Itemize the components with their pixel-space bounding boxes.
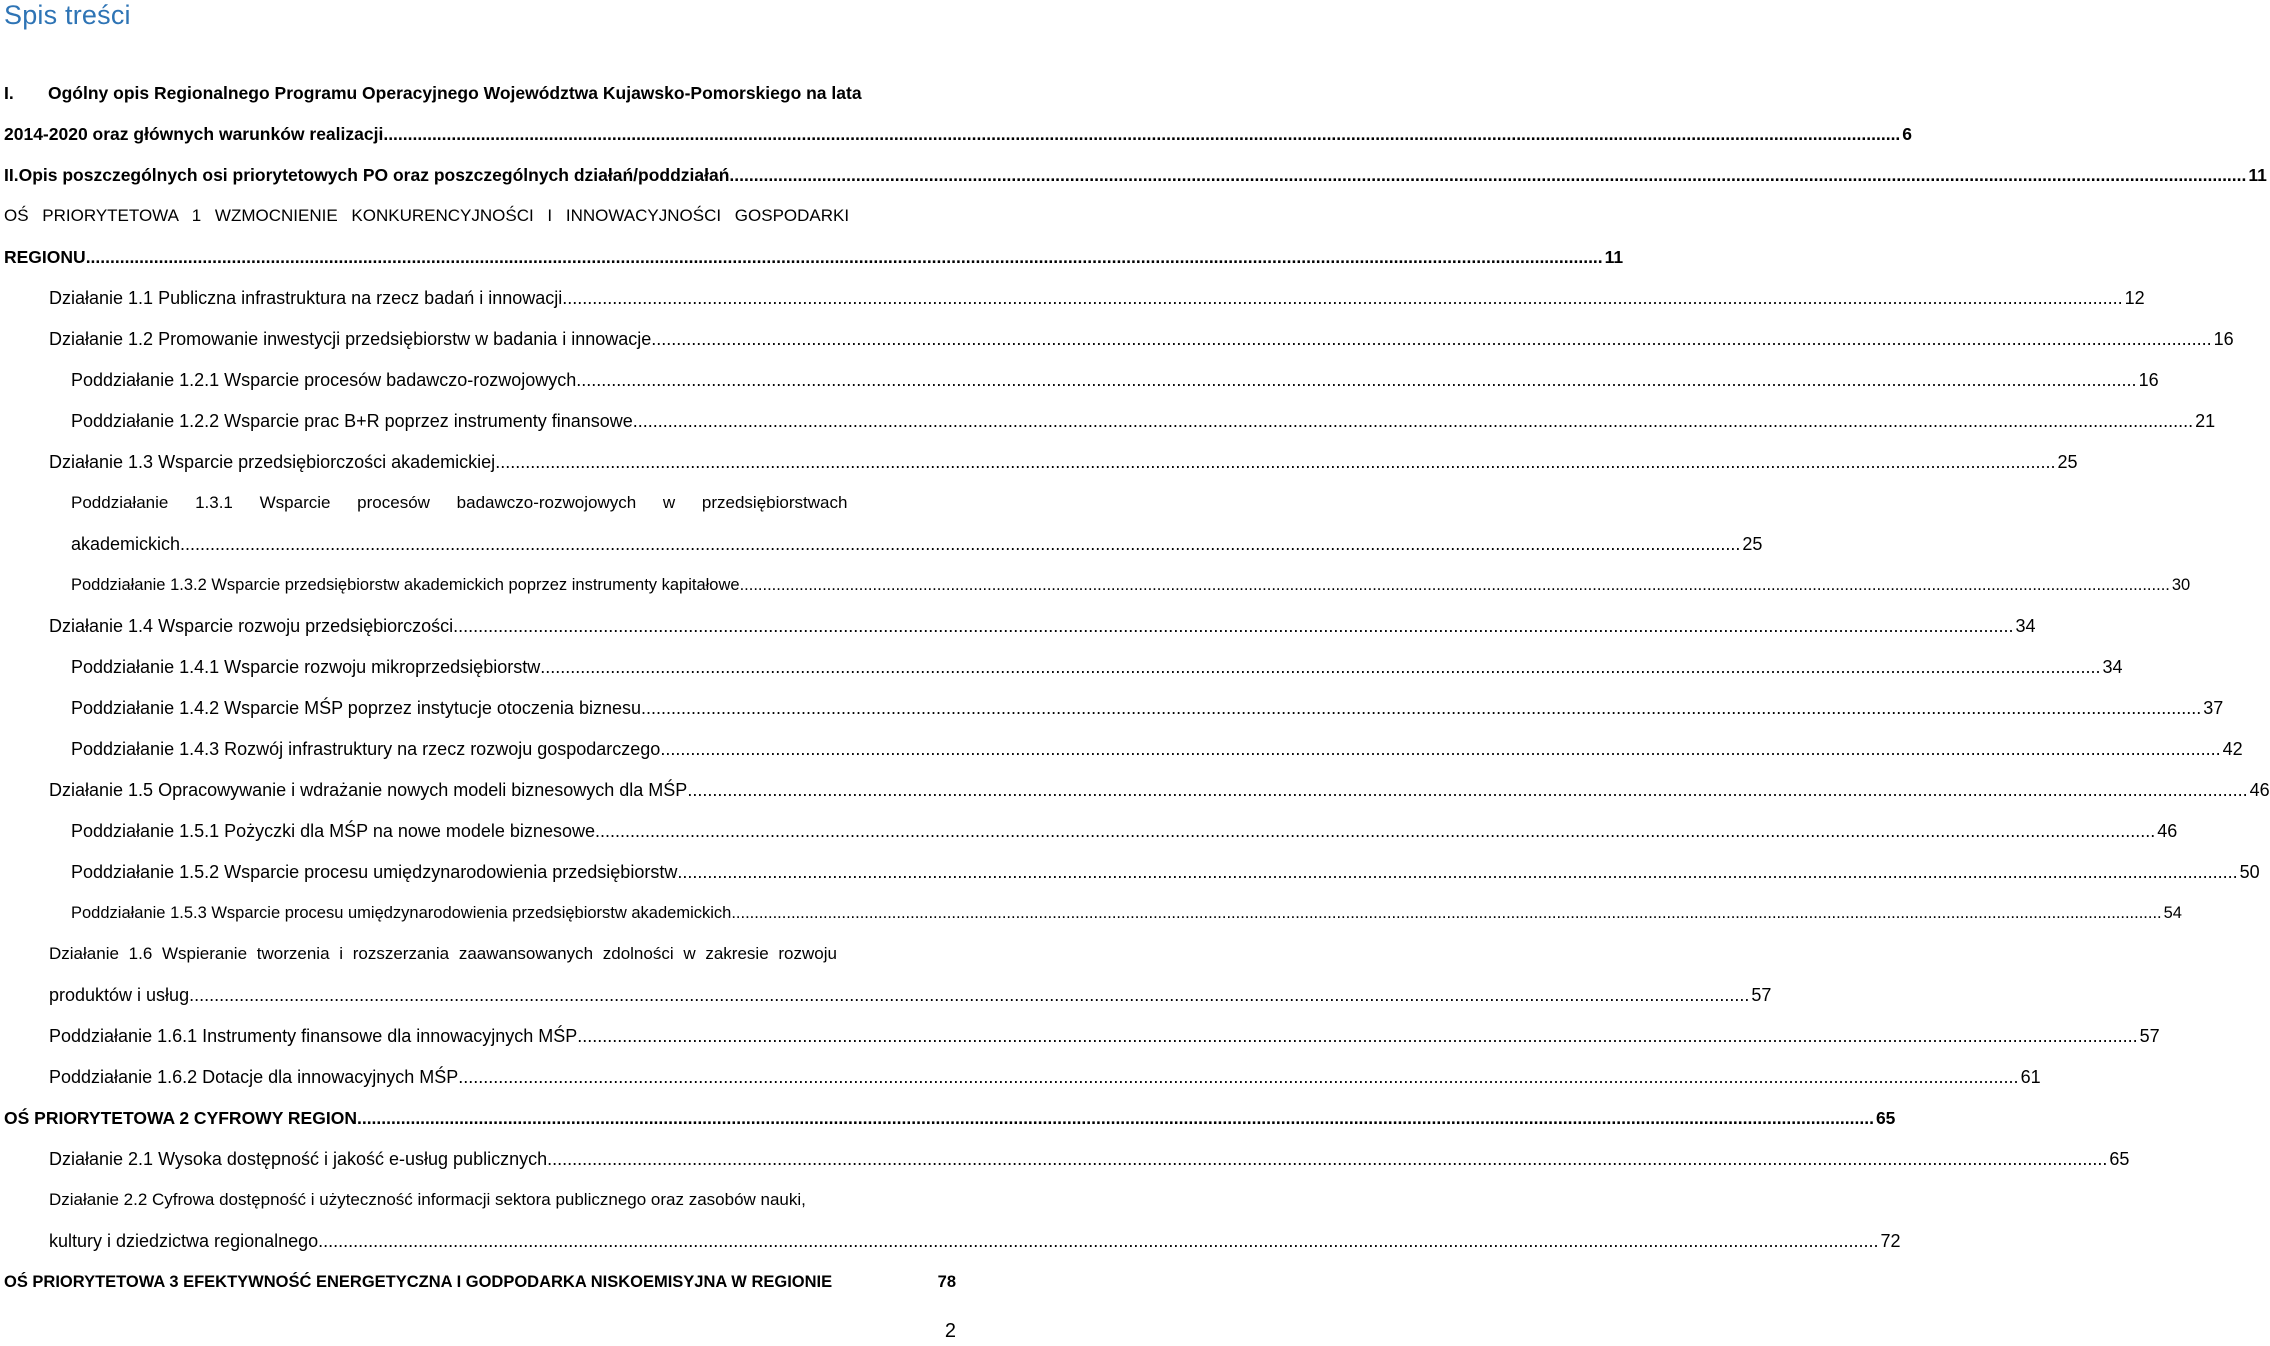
dot-leader — [495, 451, 2055, 473]
toc-entry-title: Poddziałanie 1.5.1 Pożyczki dla MŚP na nowe modele biznesowe — [71, 821, 595, 841]
toc-page-number: 6 — [1902, 124, 1913, 144]
toc-entry[interactable] — [71, 568, 2191, 596]
toc-entry-title: Działanie 1.3 Wsparcie przedsiębiorczości akademickiej — [49, 452, 496, 472]
dot-leader — [651, 328, 2211, 350]
toc-entry-title: Poddziałanie 1.2.1 Wsparcie procesów badawczo-rozwojowych — [71, 370, 577, 390]
toc-entry-title: Poddziałanie 1.4.2 Wsparcie MŚP poprzez instytucje otoczenia biznesu — [71, 698, 641, 718]
toc-entry[interactable] — [4, 76, 956, 104]
toc-entry-title: Poddziałanie 1.4.3 Rozwój infrastruktury na rzecz rozwoju gospodarczego — [71, 739, 661, 759]
toc-entry[interactable] — [49, 1142, 2130, 1170]
toc-entry-title: akademickich — [71, 534, 181, 554]
dot-leader — [729, 164, 2246, 186]
toc-entry[interactable] — [49, 937, 956, 965]
toc-entry[interactable] — [71, 855, 2260, 883]
toc-entry[interactable] — [4, 158, 2267, 186]
toc-entry-title: Poddziałanie 1.5.2 Wsparcie procesu umiędzynarodowienia przedsiębiorstw — [71, 862, 678, 882]
toc-page-number: 11 — [1604, 247, 1624, 267]
dot-leader — [383, 123, 1900, 145]
toc-entry-title: Poddziałanie 1.5.3 Wsparcie procesu umiędzynarodowienia przedsiębiorstw akademickich — [71, 904, 732, 922]
dot-leader — [677, 861, 2237, 883]
toc-entry-title: Poddziałanie 1.6.2 Dotacje dla innowacyjnych MŚP — [49, 1067, 459, 1087]
toc-entry-title: Ogólny opis Regionalnego Programu Operacyjnego Województwa Kujawsko-Pomorskiego na lata — [48, 83, 862, 103]
toc-entry[interactable] — [71, 486, 956, 514]
toc-page-number: 34 — [2015, 616, 2036, 636]
toc-entry-title: Poddziałanie 1.3.2 Wsparcie przedsiębiorstw akademickich poprzez instrumenty kapitałowe — [71, 576, 740, 594]
toc-page-number: 61 — [2020, 1067, 2041, 1087]
toc-entry-title: Poddziałanie 1.6.1 Instrumenty finansowe dla innowacyjnych MŚP — [49, 1026, 578, 1046]
toc-page-number: 57 — [2139, 1026, 2160, 1046]
dot-leader — [641, 697, 2201, 719]
toc-page-number: 25 — [1742, 534, 1763, 554]
toc-entry[interactable] — [49, 445, 2078, 473]
toc-entry-title: Działanie 2.2 Cyfrowa dostępność i użyteczność informacji sektora publicznego oraz zasobów nauki, — [49, 1190, 806, 1209]
toc-page-number: 78 — [937, 1273, 956, 1291]
toc-entry-continuation[interactable] — [49, 978, 1772, 1006]
page-number: 2 — [944, 1320, 956, 1342]
toc-entry-title: kultury i dziedzictwa regionalnego — [49, 1231, 319, 1251]
toc-entry-title: OŚ PRIORYTETOWA 3 EFEKTYWNOŚĆ ENERGETYCZNA I GODPODARKA NISKOEMISYJNA W REGIONIE — [4, 1273, 833, 1291]
toc-entry[interactable] — [71, 404, 2216, 432]
toc-entry-continuation[interactable] — [4, 240, 1624, 268]
toc-entry-title: Poddziałanie 1.4.1 Wsparcie rozwoju mikroprzedsiębiorstw — [71, 657, 541, 677]
toc-entry[interactable] — [49, 1019, 2160, 1047]
toc-entry-continuation[interactable] — [71, 527, 1763, 555]
dot-leader — [731, 902, 2161, 924]
dot-leader — [562, 287, 2122, 309]
toc-entry-title: Działanie 1.1 Publiczna infrastruktura na rzecz badań i innowacji — [49, 288, 563, 308]
toc-page-number: 25 — [2057, 452, 2078, 472]
toc-entry-title: Działanie 1.4 Wsparcie rozwoju przedsiębiorczości — [49, 616, 454, 636]
toc-entry-title: Opis poszczególnych osi priorytetowych PO oraz poszczególnych działań/poddziałań — [18, 165, 730, 185]
toc-entry[interactable] — [4, 1101, 1896, 1129]
dot-leader — [86, 246, 1603, 268]
toc-entry[interactable] — [71, 732, 2243, 760]
toc-entry[interactable] — [71, 363, 2159, 391]
toc-entry[interactable] — [71, 691, 2224, 719]
toc-entry[interactable] — [71, 896, 2182, 924]
toc-page-number: 57 — [1751, 985, 1772, 1005]
toc-entry[interactable] — [4, 199, 956, 227]
toc-entry[interactable] — [49, 1183, 956, 1211]
dot-leader — [540, 656, 2100, 678]
toc-entry-title: Poddziałanie 1.3.1 Wsparcie procesów badawczo-rozwojowych w przedsiębiorstwach — [71, 493, 848, 512]
dot-leader — [577, 1025, 2137, 1047]
toc-entry-number: II. — [4, 165, 19, 185]
dot-leader — [180, 533, 1740, 555]
toc-page-number: 72 — [1880, 1231, 1901, 1251]
toc-entry-title: Działanie 2.1 Wysoka dostępność i jakość e-usług publicznych — [49, 1149, 548, 1169]
dot-leader — [453, 615, 2013, 637]
dot-leader — [357, 1107, 1874, 1129]
dot-leader — [318, 1230, 1878, 1252]
toc-entry[interactable] — [71, 814, 2178, 842]
toc-page-number: 46 — [2157, 821, 2178, 841]
toc-page-number: 34 — [2102, 657, 2123, 677]
toc-page-number: 30 — [2171, 576, 2191, 594]
dot-leader — [633, 410, 2193, 432]
toc-entry[interactable] — [71, 650, 2123, 678]
dot-leader — [547, 1148, 2107, 1170]
toc-entry[interactable] — [49, 773, 2270, 801]
toc-entry[interactable] — [49, 1060, 2041, 1088]
toc-entry-continuation[interactable] — [4, 117, 1913, 145]
dot-leader — [595, 820, 2155, 842]
toc-entry[interactable] — [49, 322, 2234, 350]
toc-entry[interactable] — [4, 1265, 956, 1293]
toc-entry-title: Działanie 1.5 Opracowywanie i wdrażanie nowych modeli biznesowych dla MŚP — [49, 780, 688, 800]
toc-entry-title: OŚ PRIORYTETOWA 1 WZMOCNIENIE KONKURENCYJNOŚCI I INNOWACYJNOŚCI GOSPODARKI — [4, 206, 850, 225]
toc-page-number: 65 — [2109, 1149, 2130, 1169]
toc-page-number: 50 — [2239, 862, 2260, 882]
toc-page-number: 65 — [1875, 1108, 1896, 1128]
dot-leader — [576, 369, 2136, 391]
toc-page-number: 11 — [2248, 165, 2267, 185]
toc-page-number: 16 — [2138, 370, 2159, 390]
toc-entry-number: I. — [4, 83, 14, 103]
toc-page-number: 42 — [2222, 739, 2243, 759]
toc-page-number: 37 — [2203, 698, 2224, 718]
dot-leader — [458, 1066, 2018, 1088]
toc-entry-title: REGIONU — [4, 247, 86, 267]
toc-entry[interactable] — [49, 281, 2145, 309]
toc-page-number: 54 — [2163, 904, 2182, 922]
toc-entry-title: produktów i usług — [49, 985, 190, 1005]
toc-entry-title: OŚ PRIORYTETOWA 2 CYFROWY REGION — [4, 1108, 357, 1128]
page-title: Spis treści — [4, 0, 131, 30]
dot-leader — [660, 738, 2220, 760]
toc-page-number: 46 — [2249, 780, 2270, 800]
toc-page-number: 12 — [2124, 288, 2145, 308]
toc-entry-title: Poddziałanie 1.2.2 Wsparcie prac B+R poprzez instrumenty finansowe — [71, 411, 633, 431]
dot-leader — [740, 574, 2170, 596]
toc-entry-title: Działanie 1.2 Promowanie inwestycji przedsiębiorstw w badania i innowacje — [49, 329, 652, 349]
toc-page-number: 21 — [2195, 411, 2216, 431]
toc-entry-title: Działanie 1.6 Wspieranie tworzenia i rozszerzania zaawansowanych zdolności w zakresie rozwoju — [49, 944, 837, 963]
dot-leader — [687, 779, 2247, 801]
toc-page-number: 16 — [2213, 329, 2234, 349]
toc-entry-continuation[interactable] — [49, 1224, 1901, 1252]
toc-entry-title: 2014-2020 oraz głównych warunków realizacji — [4, 124, 384, 144]
dot-leader — [189, 984, 1749, 1006]
toc-entry[interactable] — [49, 609, 2036, 637]
